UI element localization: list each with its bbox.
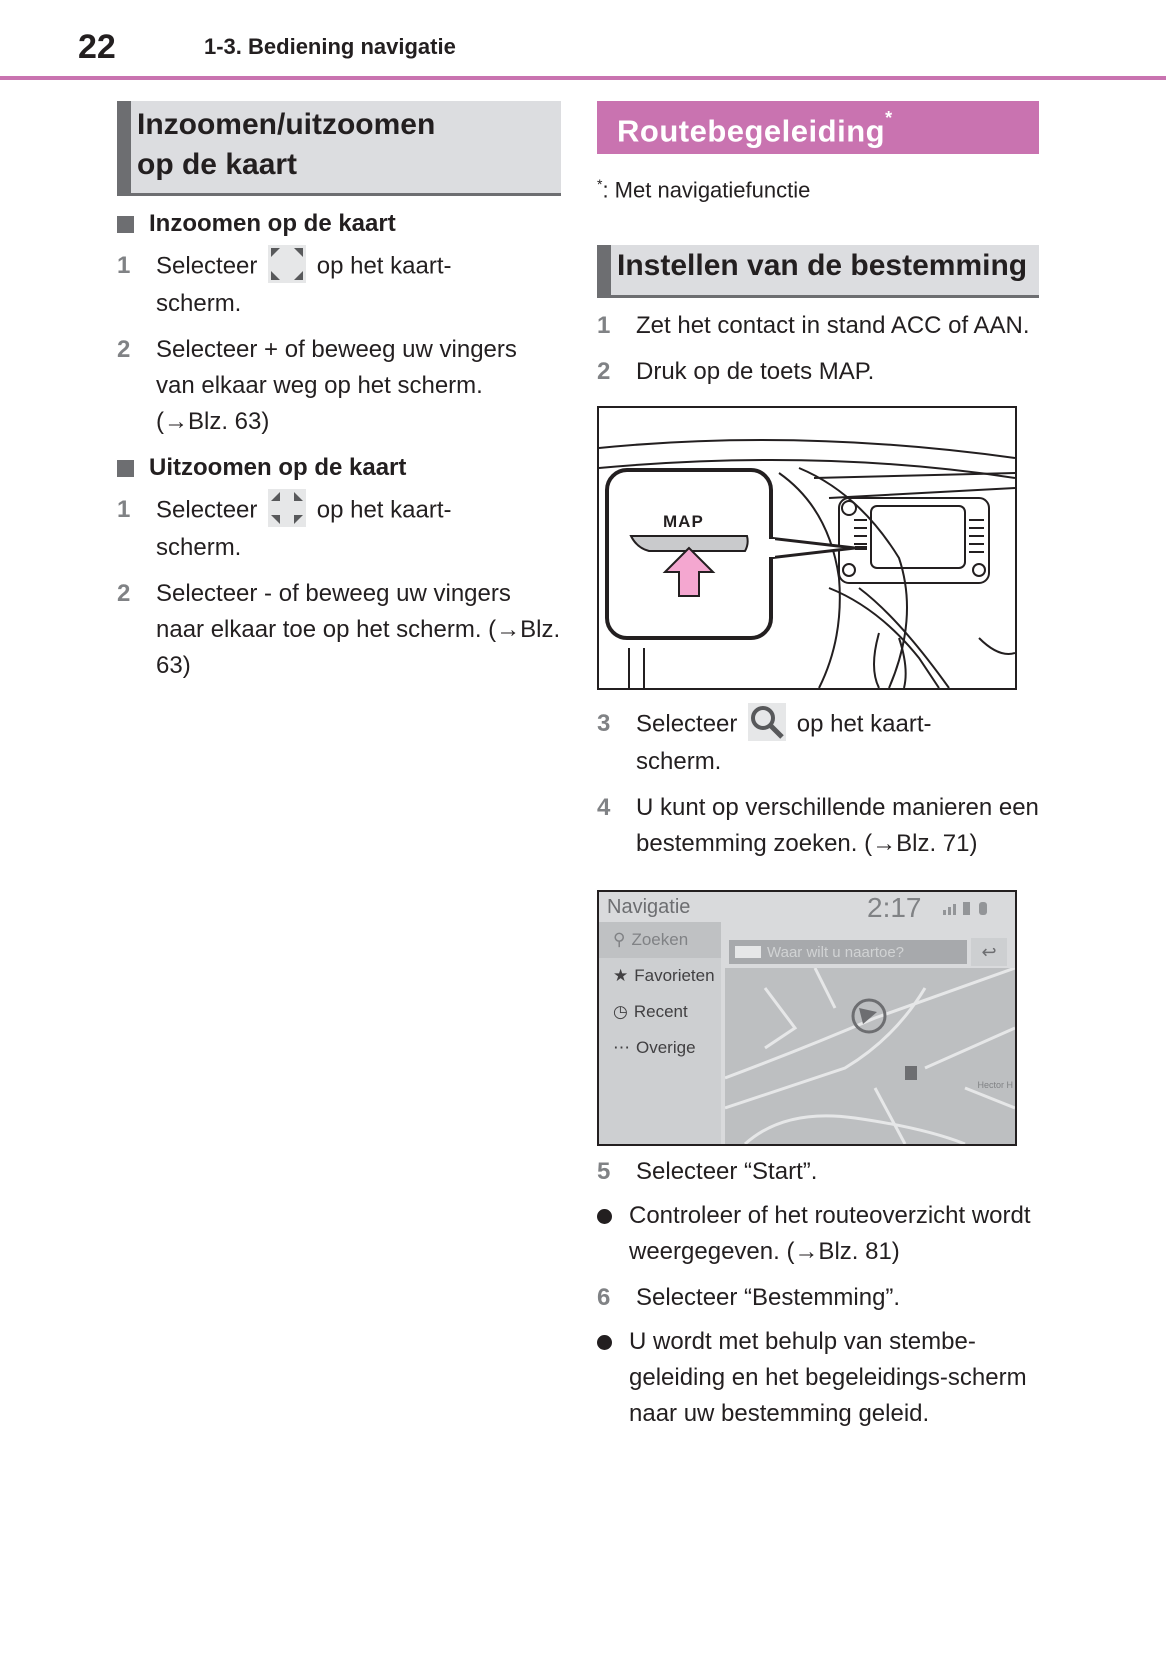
- section-heading-line1: Inzoomen/uitzoomen: [137, 108, 436, 141]
- subheading-zoom-out-text: Uitzoomen op de kaart: [149, 454, 407, 481]
- screen-title: Navigatie: [607, 896, 691, 919]
- menu-item-search[interactable]: [599, 922, 721, 958]
- step-text: Selecteer “Start”.: [636, 1158, 818, 1186]
- search-placeholder: Waar wilt u naartoe?: [767, 943, 905, 961]
- step-text-line2: scherm.: [156, 290, 242, 317]
- bullet-text: Controleer of het routeoverzicht wordt weergegeven. (→Blz. 81): [629, 1202, 1031, 1266]
- expand-arrows-icon: [268, 245, 306, 283]
- step: [117, 248, 561, 322]
- back-button[interactable]: [971, 938, 1007, 966]
- bullet-dot-icon: [597, 1198, 629, 1270]
- menu-item-label: Recent: [633, 1002, 688, 1022]
- right-column: [597, 101, 1039, 1432]
- step-text-pre: Selecteer: [156, 252, 258, 280]
- step-text: Druk op de toets MAP.: [636, 358, 875, 386]
- step-number: 4: [597, 794, 611, 822]
- back-icon: ↩: [981, 942, 997, 963]
- subheading-zoom-out: [117, 454, 561, 482]
- section-heading-route: [597, 101, 1039, 154]
- step-number: 3: [597, 710, 611, 738]
- subheading-zoom-in-text: Inzoomen op de kaart: [149, 210, 396, 237]
- square-bullet-icon: [117, 216, 134, 233]
- step-text: [156, 492, 561, 566]
- step: [597, 1280, 1039, 1316]
- step-text-pre: Selecteer: [156, 496, 258, 524]
- menu-item-label: Zoeken: [631, 930, 689, 950]
- callout-pointer: [769, 538, 855, 558]
- step: [117, 492, 561, 566]
- step: [117, 576, 561, 684]
- step-number: 1: [117, 252, 131, 279]
- menu-item-label: Favorieten: [634, 966, 715, 986]
- screen-time: 2:17: [867, 892, 922, 924]
- step-number: 2: [117, 580, 131, 607]
- menu-item-favorites[interactable]: [599, 958, 721, 994]
- map-button-label: MAP: [663, 512, 704, 532]
- step-text: [156, 248, 561, 322]
- flag-icon: [735, 946, 761, 958]
- subsection-heading-destination: [597, 245, 1039, 298]
- clock-icon: ◷: [613, 1002, 628, 1022]
- section-heading-line2: op de kaart: [137, 148, 298, 181]
- star-icon: ★: [613, 966, 629, 986]
- map-drawing: [725, 968, 1015, 1144]
- footnote-text: : Met navigatiefunctie: [602, 177, 811, 203]
- bullet-text: U wordt met behulp van stembe-geleiding en het begeleidings-scherm naar uw bestemming geleid.: [629, 1328, 1027, 1428]
- asterisk-mark: *: [885, 108, 893, 128]
- footnote: [597, 176, 1039, 203]
- header-rule: [0, 76, 1166, 80]
- menu-item-label: Overige: [636, 1038, 696, 1058]
- chapter-title: 1-3. Bediening navigatie: [204, 34, 456, 59]
- dashboard-drawing: [599, 408, 1015, 688]
- bullet-item: [597, 1324, 1039, 1432]
- search-field[interactable]: [729, 940, 967, 964]
- navigation-screen: [597, 890, 1017, 1146]
- map-area[interactable]: [725, 968, 1015, 1144]
- step: [117, 332, 561, 440]
- section-heading-zoom: [117, 101, 561, 196]
- step: [597, 1154, 1039, 1190]
- step-text-post: op het kaart-: [796, 710, 932, 738]
- step-number: 5: [597, 1158, 611, 1186]
- page-number: 22: [78, 28, 116, 66]
- step: [597, 308, 1039, 344]
- bullet-dot-icon: [597, 1324, 629, 1432]
- step-text: Selecteer “Bestemming”.: [636, 1284, 901, 1312]
- step-text-pre: Selecteer: [636, 710, 738, 738]
- step-text: [636, 706, 1039, 780]
- search-icon: ⚲: [613, 930, 626, 950]
- search-icon: [748, 703, 786, 741]
- step-number: 1: [597, 312, 611, 340]
- menu-item-other[interactable]: [599, 1030, 721, 1066]
- step-number: 2: [597, 358, 611, 386]
- section-heading-route-text: Routebegeleiding: [617, 113, 886, 149]
- square-bullet-icon: [117, 460, 134, 477]
- step-text: U kunt op verschillende manieren een bestemming zoeken. (→Blz. 71): [636, 794, 1039, 858]
- bullet-item: [597, 1198, 1039, 1270]
- step-text-line2: scherm.: [156, 534, 242, 561]
- step: [597, 354, 1039, 390]
- step-number: 6: [597, 1284, 611, 1312]
- step: [597, 790, 1039, 862]
- step-text: Selecteer - of beweeg uw vingers naar elkaar toe op het scherm. (→Blz. 63): [156, 580, 561, 679]
- menu-item-recent[interactable]: [599, 994, 721, 1030]
- subsection-heading-text: Instellen van de bestemming: [617, 249, 1028, 283]
- step-text-line2: scherm.: [636, 748, 722, 776]
- step-text-post: op het kaart-: [316, 496, 452, 524]
- left-column: [117, 101, 561, 684]
- step-number: 2: [117, 336, 131, 363]
- subheading-zoom-in: [117, 210, 561, 238]
- dashboard-illustration: [597, 406, 1017, 690]
- step-text: Zet het contact in stand ACC of AAN.: [636, 312, 1030, 340]
- step: [597, 706, 1039, 780]
- step-text-post: op het kaart-: [316, 252, 452, 280]
- collapse-arrows-icon: [268, 489, 306, 527]
- step-number: 1: [117, 496, 131, 523]
- step-text: Selecteer + of beweeg uw vingers van elkaar weg op het scherm. (→Blz. 63): [156, 336, 517, 435]
- footnote-asterisk: *: [597, 176, 603, 192]
- map-label: Hector H: [977, 1080, 1013, 1091]
- status-icons: [941, 898, 1001, 918]
- more-icon: ⋯: [613, 1038, 630, 1058]
- sidebar-menu: [599, 922, 721, 1144]
